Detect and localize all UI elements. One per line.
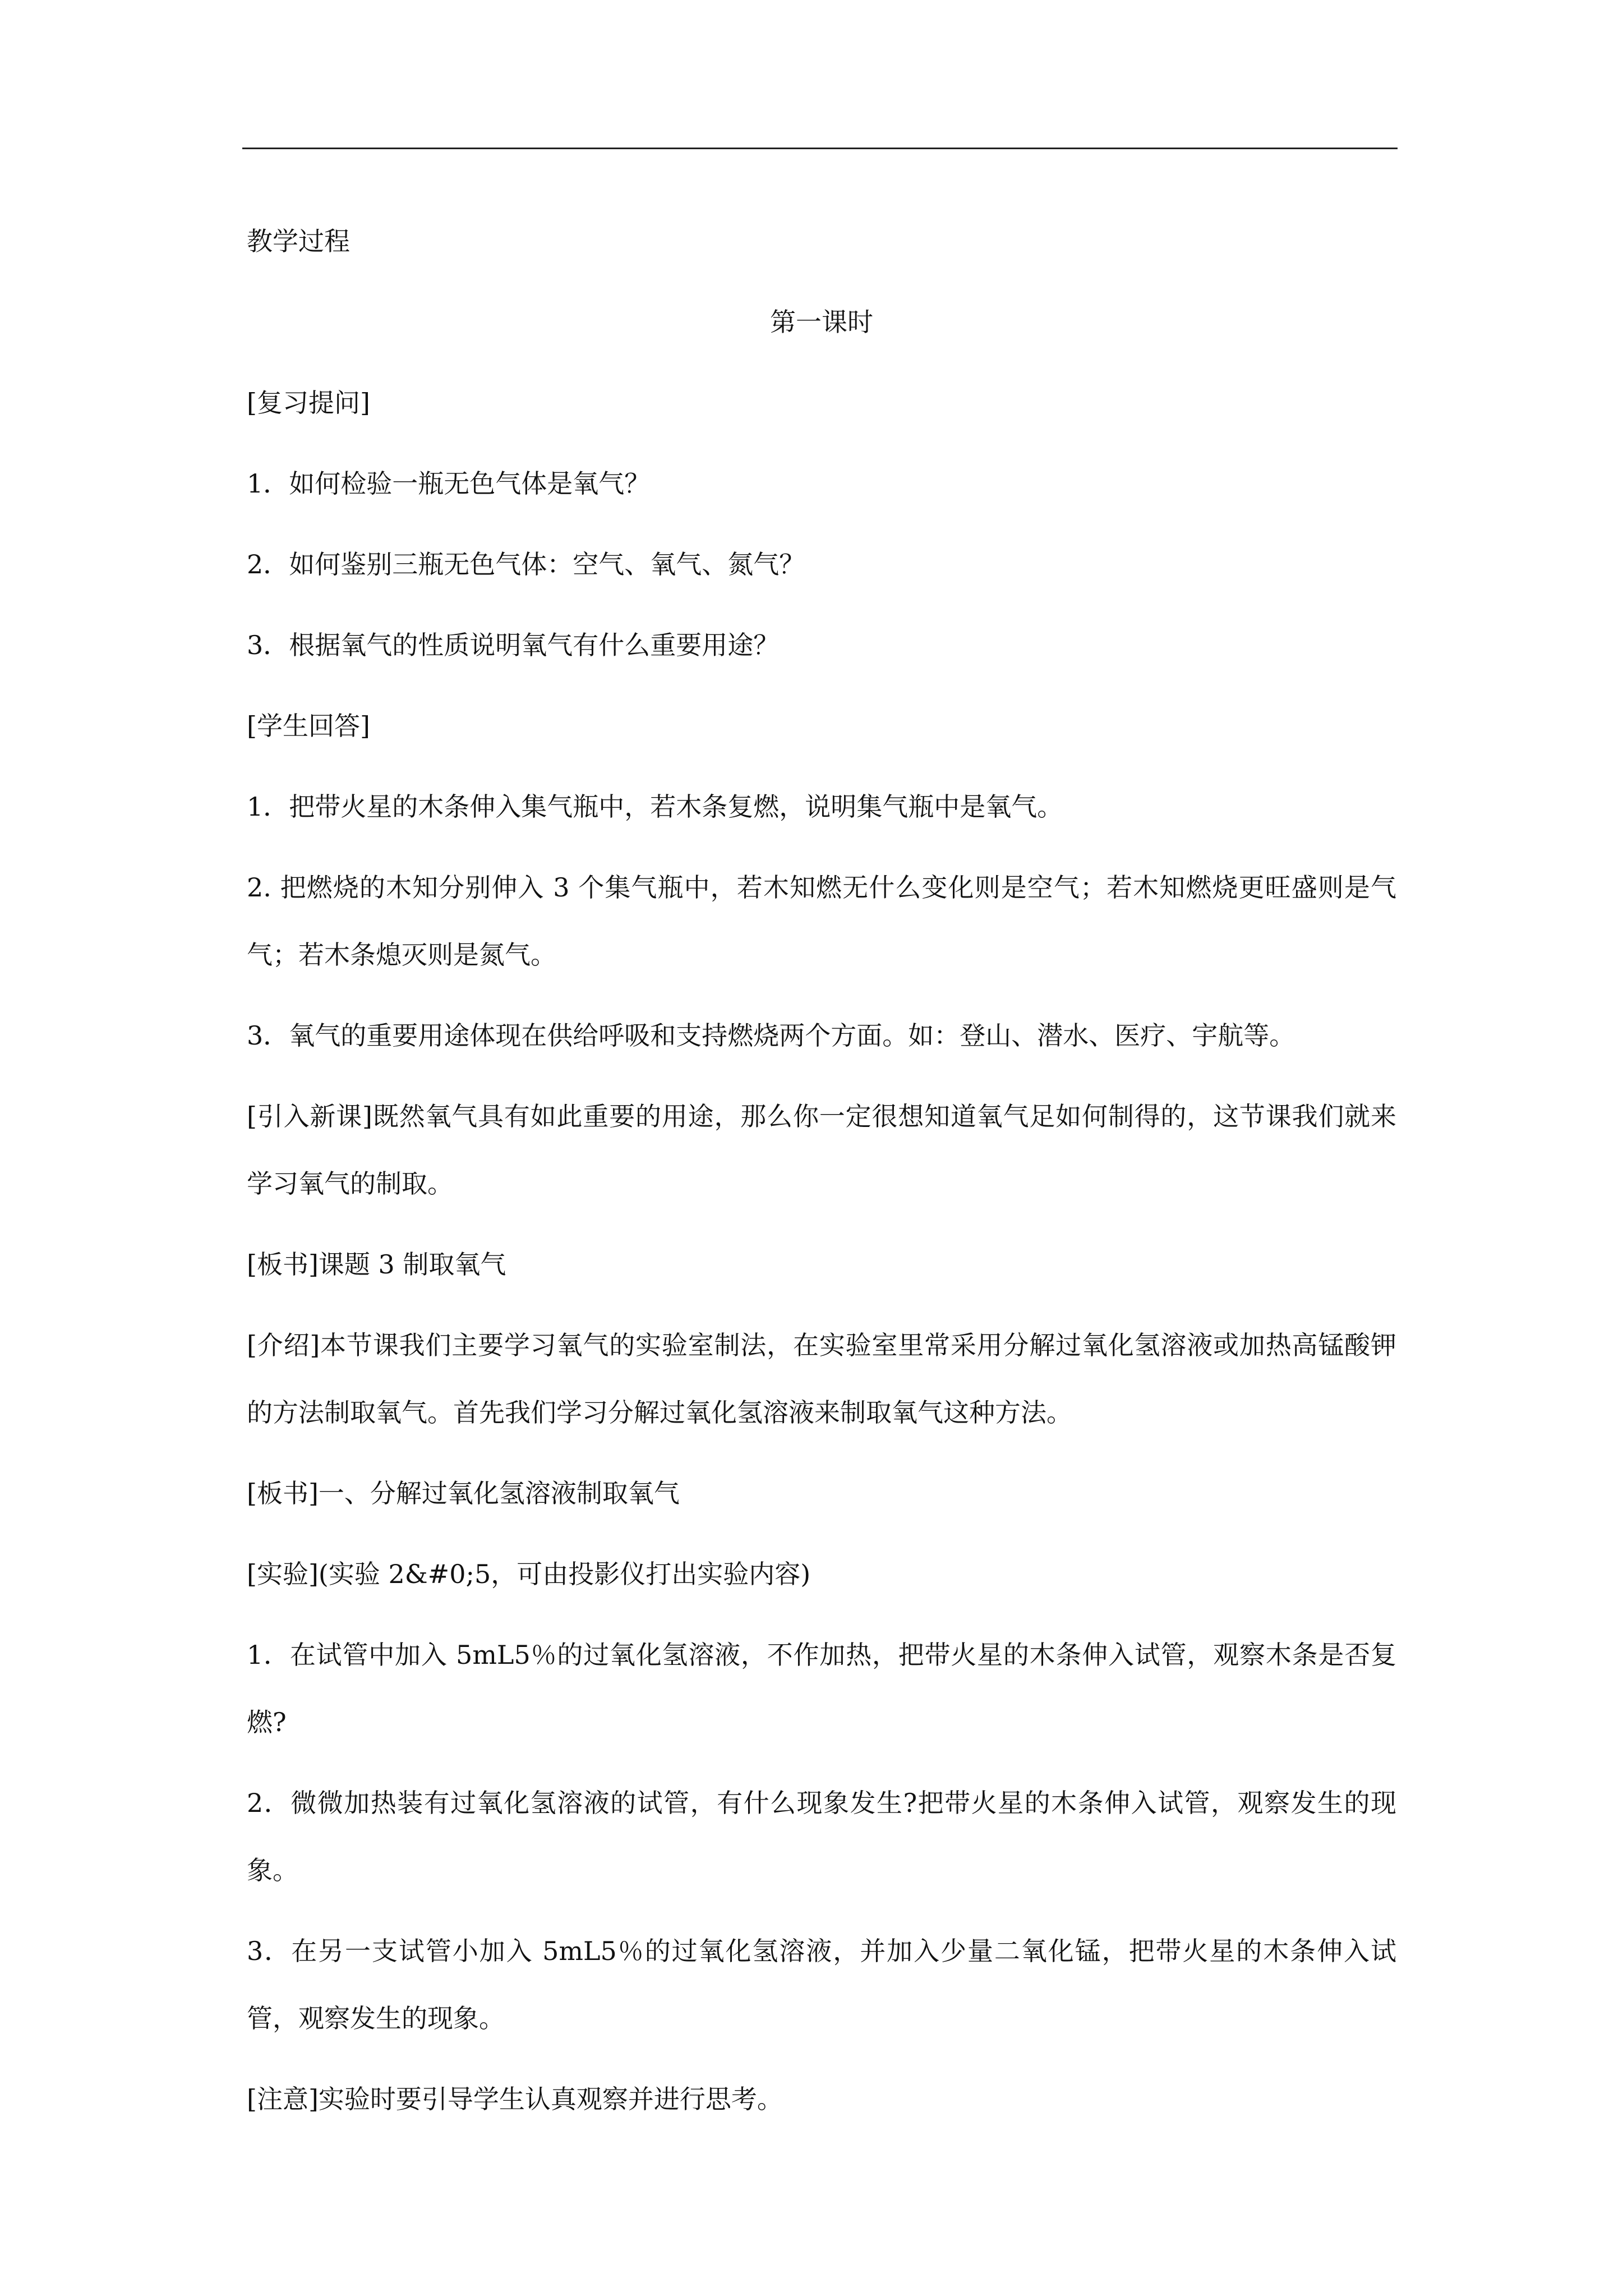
paragraph-answer-heading: [学生回答] xyxy=(247,711,370,741)
lesson-title: 第一课时 xyxy=(770,307,873,337)
paragraph-experiment-2: 2．微微加热装有过氧化氢溶液的试管，有什么现象发生?把带火星的木条伸入试管，观察发生的现象。 xyxy=(247,1788,1396,1885)
paragraph-note: [注意]实验时要引导学生认真观察并进行思考。 xyxy=(247,2084,783,2114)
paragraph-question-2: 2．如何鉴别三瓶无色气体：空气、氧气、氮气？ xyxy=(247,549,805,579)
paragraph-answer-3: 3．氧气的重要用途体现在供给呼吸和支持燃烧两个方面。如：登山、潜水、医疗、宇航等。 xyxy=(247,1020,1295,1051)
paragraph-answer-1: 1．把带火星的木条伸入集气瓶中，若木条复燃，说明集气瓶中是氧气。 xyxy=(247,792,1063,822)
paragraph-question-3: 3．根据氧气的性质说明氧气有什么重要用途？ xyxy=(247,630,780,660)
paragraph-introduction: [引入新课]既然氧气具有如此重要的用途，那么你一定很想知道氧气足如何制得的，这节课我们就来学习氧气的制取。 xyxy=(247,1101,1396,1199)
paragraph-experiment-3: 3．在另一支试管小加入 5mL5％的过氧化氢溶液，并加入少量二氧化锰，把带火星的木条伸入试管，观察发生的现象。 xyxy=(247,1936,1396,2033)
paragraph-question-1: 1．如何检验一瓶无色气体是氧气？ xyxy=(247,468,651,499)
document-body xyxy=(247,208,1396,2146)
paragraph-review-heading: [复习提问] xyxy=(247,388,370,418)
section-title: 教学过程 xyxy=(247,226,350,256)
paragraph-answer-2: 2. 把燃烧的木知分别伸入 3 个集气瓶中，若木知燃无什么变化则是空气；若木知燃烧更旺盛则是气气；若木条熄灭则是氮气。 xyxy=(247,872,1396,970)
paragraph-board-topic: [板书]课题 3 制取氧气 xyxy=(247,1249,506,1280)
paragraph-experiment-1: 1．在试管中加入 5mL5％的过氧化氢溶液，不作加热，把带火星的木条伸入试管，观察木条是否复燃? xyxy=(247,1640,1396,1737)
paragraph-board-section: [板书]一、分解过氧化氢溶液制取氧气 xyxy=(247,1478,680,1508)
header-rule xyxy=(242,148,1398,149)
paragraph-experiment-heading: [实验](实验 2&#0;5，可由投影仪打出实验内容) xyxy=(247,1559,811,1589)
paragraph-method-intro: [介绍]本节课我们主要学习氧气的实验室制法，在实验室里常采用分解过氧化氢溶液或加热高锰酸钾的方法制取氧气。首先我们学习分解过氧化氢溶液来制取氧气这种方法。 xyxy=(247,1330,1396,1428)
